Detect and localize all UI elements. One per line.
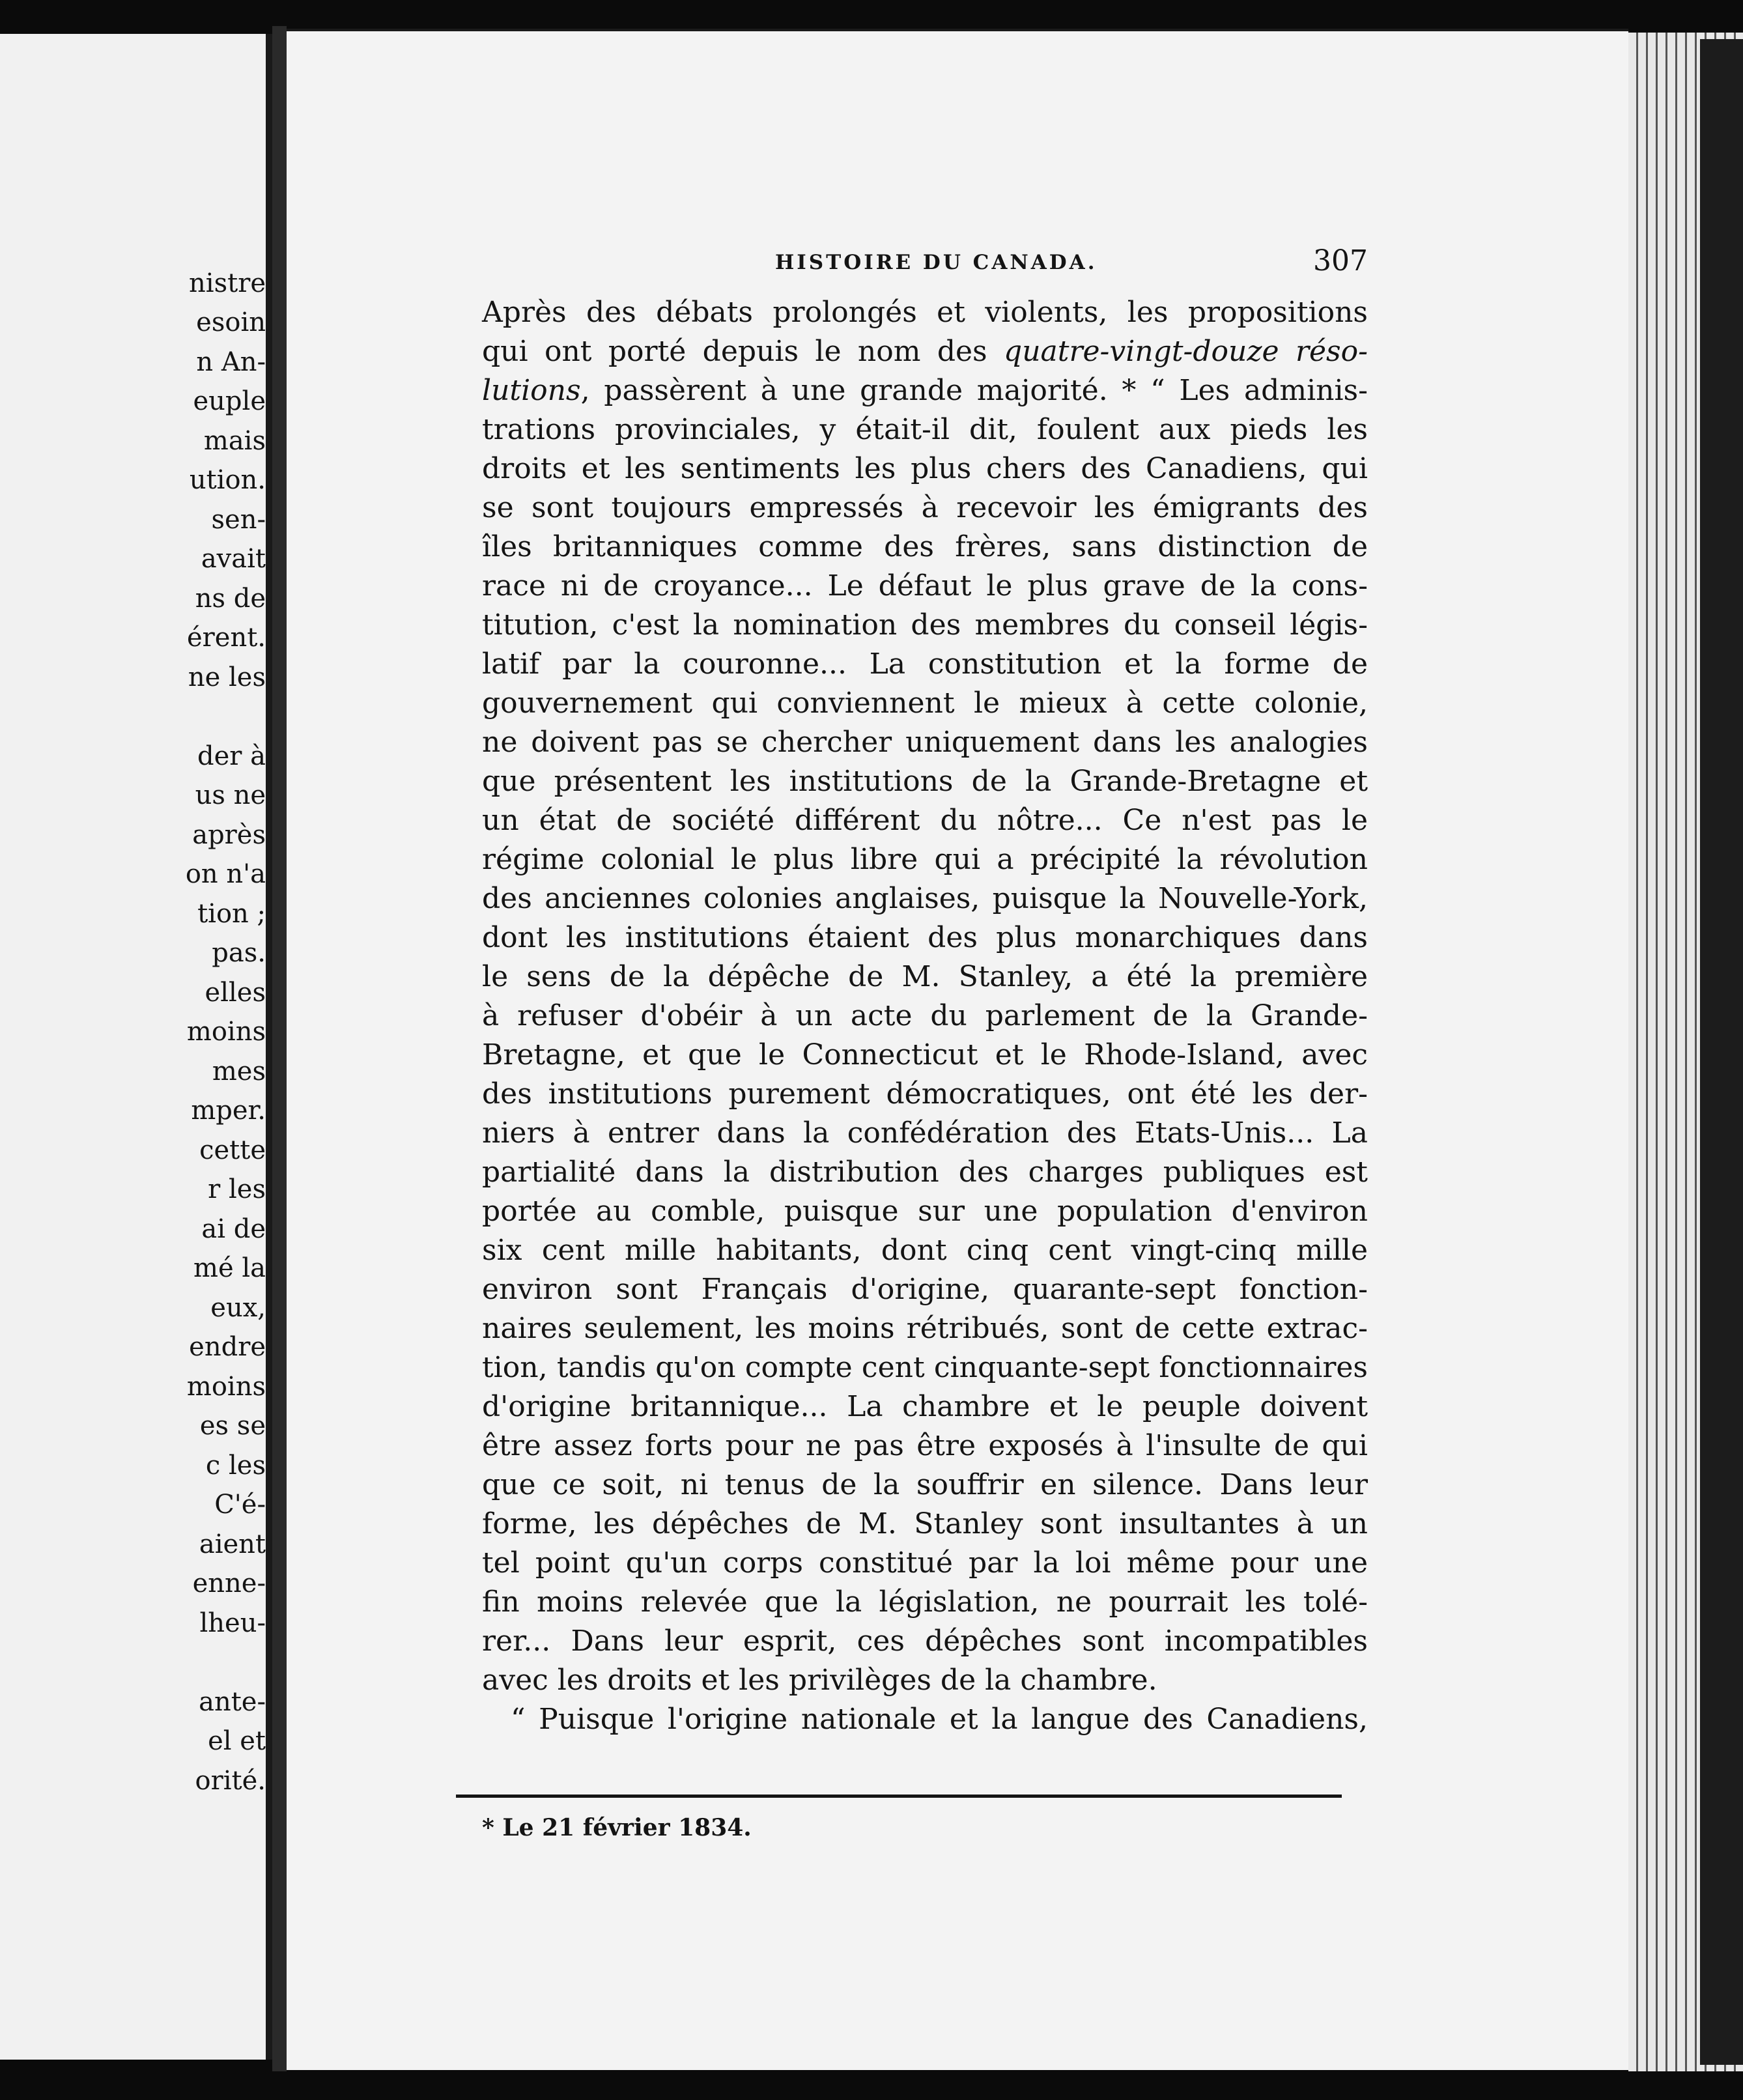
text-line: portée au comble, puisque sur une population d'environ	[482, 1195, 1368, 1228]
facing-line: tion ;	[197, 899, 266, 929]
facing-line: es se	[199, 1411, 266, 1441]
facing-line: érent.	[186, 623, 266, 653]
text-line: un état de société différent du nôtre... Ce n'est pas le	[482, 804, 1368, 837]
facing-line: elles	[205, 978, 266, 1008]
facing-line: ne les	[188, 662, 266, 692]
text-line	[482, 332, 1368, 371]
text-segment: qui ont porté depuis le nom des	[482, 335, 1004, 368]
book-gutter	[272, 26, 287, 2071]
text-line: niers à entrer dans la confédération des Etats-Unis... La	[482, 1116, 1368, 1150]
text-line: Après des débats prolongés et violents, les propositions	[482, 296, 1368, 329]
facing-line: ante-	[199, 1687, 266, 1717]
footnote-rule	[456, 1795, 1342, 1798]
facing-line: on n'a	[185, 859, 266, 889]
facing-line: avait	[201, 544, 266, 574]
facing-line: endre	[189, 1332, 266, 1362]
facing-line: n An-	[196, 347, 266, 377]
text-line: race ni de croyance... Le défaut le plus grave de la cons-	[482, 569, 1368, 603]
text-line: des anciennes colonies anglaises, puisque la Nouvelle-York,	[482, 882, 1368, 915]
facing-line: pas.	[212, 938, 266, 968]
book-cover-edge	[1700, 39, 1743, 2065]
facing-line: ution.	[189, 465, 266, 495]
text-line: titution, c'est la nomination des membres du conseil légis-	[482, 608, 1368, 642]
text-line: ne doivent pas se chercher uniquement dans les analogies	[482, 726, 1368, 759]
facing-line: ai de	[201, 1214, 266, 1244]
facing-line: r les	[208, 1174, 266, 1204]
text-line: que présentent les institutions de la Grande-Bretagne et	[482, 765, 1368, 798]
facing-line: C'é-	[214, 1490, 266, 1520]
text-line: fin moins relevée que la législation, ne pourrait les tolé-	[482, 1585, 1368, 1619]
facing-line: euple	[193, 386, 266, 416]
facing-line: ns de	[195, 584, 266, 614]
text-line: forme, les dépêches de M. Stanley sont insultantes à un	[482, 1507, 1368, 1540]
page-body	[482, 293, 1368, 1739]
facing-line: sen-	[211, 505, 266, 535]
text-line: îles britanniques comme des frères, sans distinction de	[482, 530, 1368, 563]
footnote: * Le 21 février 1834.	[482, 1814, 752, 1841]
facing-line: mper.	[191, 1096, 266, 1126]
text-line: “ Puisque l'origine nationale et la langue des Canadiens,	[511, 1703, 1368, 1736]
text-line: six cent mille habitants, dont cinq cent vingt-cinq mille	[482, 1234, 1368, 1267]
text-segment: , passèrent à une grande majorité. * “ Les adminis-	[580, 374, 1368, 407]
text-line: naires seulement, les moins rétribués, sont de cette extrac-	[482, 1312, 1368, 1345]
text-line	[482, 371, 1368, 410]
text-line: que ce soit, ni tenus de la souffrir en silence. Dans leur	[482, 1468, 1368, 1501]
italic-title: quatre-vingt-douze réso-	[1004, 335, 1368, 368]
facing-line: mais	[203, 426, 266, 456]
facing-line: mes	[212, 1057, 266, 1086]
facing-line: us ne	[195, 780, 266, 810]
text-line: se sont toujours empressés à recevoir les émigrants des	[482, 491, 1368, 524]
text-line: rer... Dans leur esprit, ces dépêches sont incompatibles	[482, 1625, 1368, 1658]
text-line: à refuser d'obéir à un acte du parlement de la Grande-	[482, 999, 1368, 1032]
scan-artifact	[677, 0, 756, 13]
facing-line: cette	[199, 1135, 266, 1165]
text-line: partialité dans la distribution des charges publiques est	[482, 1156, 1368, 1189]
text-line: régime colonial le plus libre qui a précipité la révolution	[482, 843, 1368, 876]
text-line: avec les droits et les privilèges de la chambre.	[482, 1664, 1157, 1697]
text-line: latif par la couronne... La constitution et la forme de	[482, 647, 1368, 681]
facing-line: el et	[208, 1726, 266, 1756]
text-line: être assez forts pour ne pas être exposés à l'insulte de qui	[482, 1429, 1368, 1462]
facing-line: esoin	[196, 307, 266, 337]
italic-title: lutions	[482, 374, 581, 407]
facing-line: der à	[197, 741, 266, 771]
facing-line: enne-	[192, 1568, 266, 1598]
text-line: dont les institutions étaient des plus monarchiques dans	[482, 921, 1368, 954]
facing-line: c les	[205, 1451, 266, 1481]
text-line: le sens de la dépêche de M. Stanley, a été la première	[482, 960, 1368, 993]
facing-line: moins	[186, 1017, 266, 1047]
text-line: d'origine britannique... La chambre et le peuple doivent	[482, 1390, 1368, 1423]
facing-page-left	[0, 34, 272, 2060]
text-line: droits et les sentiments les plus chers des Canadiens, qui	[482, 452, 1368, 485]
text-line: environ sont Français d'origine, quarante-sept fonction-	[482, 1273, 1368, 1306]
text-line: tion, tandis qu'on compte cent cinquante-sept fonctionnaires	[482, 1351, 1368, 1384]
text-line: trations provinciales, y était-il dit, foulent aux pieds les	[482, 413, 1368, 446]
page-header	[482, 218, 1368, 277]
facing-line: moins	[186, 1372, 266, 1402]
text-line: gouvernement qui conviennent le mieux à cette colonie,	[482, 687, 1368, 720]
text-line: tel point qu'un corps constitué par la loi même pour une	[482, 1546, 1368, 1580]
facing-line: après	[192, 820, 266, 850]
running-head: HISTOIRE DU CANADA.	[775, 251, 1098, 274]
facing-line: mé la	[193, 1253, 266, 1283]
facing-line: eux,	[210, 1293, 266, 1323]
facing-line: lheu-	[199, 1608, 266, 1638]
text-line: des institutions purement démocratiques, ont été les der-	[482, 1077, 1368, 1111]
text-line: Bretagne, et que le Connecticut et le Rhode-Island, avec	[482, 1038, 1368, 1071]
facing-line: aient	[199, 1529, 266, 1559]
facing-line: orité.	[195, 1766, 266, 1796]
page-number: 307	[1313, 244, 1368, 277]
facing-line: nistre	[189, 268, 266, 298]
